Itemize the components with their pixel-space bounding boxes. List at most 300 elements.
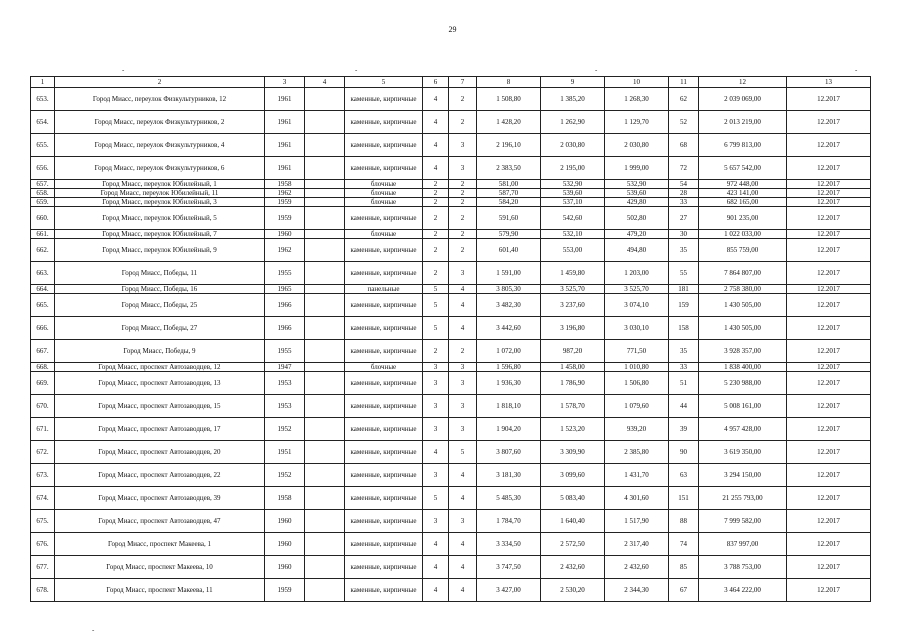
total-area-cell: 1 784,70 — [477, 510, 541, 533]
repair-date-cell: 12.2017 — [787, 230, 871, 239]
private-area-cell: 1 517,90 — [605, 510, 669, 533]
address-cell: Город Миасс, переулок Физкультурников, 2 — [55, 111, 265, 134]
table-row — [31, 533, 871, 556]
repair-date-cell: 12.2017 — [787, 363, 871, 372]
entrances-cell: 2 — [449, 198, 477, 207]
row-number: 664. — [31, 285, 55, 294]
empty-cell — [305, 180, 345, 189]
table-row — [31, 239, 871, 262]
wall-material-cell: каменные, кирпичные — [345, 464, 423, 487]
living-area-cell: 1 786,90 — [541, 372, 605, 395]
living-area-cell: 1 459,80 — [541, 262, 605, 285]
repair-date-cell: 12.2017 — [787, 239, 871, 262]
table-row — [31, 230, 871, 239]
living-area-cell: 3 099,60 — [541, 464, 605, 487]
empty-cell — [305, 285, 345, 294]
living-area-cell: 2 432,60 — [541, 556, 605, 579]
row-number: 671. — [31, 418, 55, 441]
column-header: 13 — [787, 77, 871, 88]
private-area-cell: 1 506,80 — [605, 372, 669, 395]
living-area-cell: 537,10 — [541, 198, 605, 207]
repair-date-cell: 12.2017 — [787, 441, 871, 464]
total-area-cell: 584,20 — [477, 198, 541, 207]
wall-material-cell: блочные — [345, 363, 423, 372]
entrances-cell: 5 — [449, 441, 477, 464]
total-area-cell: 1 508,80 — [477, 88, 541, 111]
entrances-cell: 2 — [449, 111, 477, 134]
private-area-cell: 3 525,70 — [605, 285, 669, 294]
empty-cell — [305, 262, 345, 285]
table-row — [31, 579, 871, 602]
year-cell: 1960 — [265, 510, 305, 533]
address-cell: Город Миасс, проспект Автозаводцев, 15 — [55, 395, 265, 418]
table-row — [31, 157, 871, 180]
column-header: 5 — [345, 77, 423, 88]
total-area-cell: 1 596,80 — [477, 363, 541, 372]
year-cell: 1966 — [265, 317, 305, 340]
column-header: 1 — [31, 77, 55, 88]
year-cell: 1966 — [265, 294, 305, 317]
entrances-cell: 2 — [449, 230, 477, 239]
row-number: 667. — [31, 340, 55, 363]
private-area-cell: 1 203,00 — [605, 262, 669, 285]
floors-cell: 4 — [423, 157, 449, 180]
floors-cell: 3 — [423, 363, 449, 372]
row-number: 663. — [31, 262, 55, 285]
private-area-cell: 2 432,60 — [605, 556, 669, 579]
private-area-cell: 2 030,80 — [605, 134, 669, 157]
cost-cell: 21 255 793,00 — [699, 487, 787, 510]
private-area-cell: 2 317,40 — [605, 533, 669, 556]
empty-cell — [305, 111, 345, 134]
total-area-cell: 1 904,20 — [477, 418, 541, 441]
floors-cell: 3 — [423, 395, 449, 418]
residents-cell: 51 — [669, 372, 699, 395]
repair-date-cell: 12.2017 — [787, 111, 871, 134]
table-row — [31, 111, 871, 134]
cost-cell: 855 759,00 — [699, 239, 787, 262]
table-row — [31, 189, 871, 198]
living-area-cell: 2 530,20 — [541, 579, 605, 602]
living-area-cell: 2 030,80 — [541, 134, 605, 157]
year-cell: 1959 — [265, 198, 305, 207]
table-row — [31, 340, 871, 363]
scan-mark: - — [595, 66, 598, 74]
wall-material-cell: каменные, кирпичные — [345, 207, 423, 230]
empty-cell — [305, 372, 345, 395]
empty-cell — [305, 533, 345, 556]
entrances-cell: 4 — [449, 533, 477, 556]
private-area-cell: 3 030,10 — [605, 317, 669, 340]
entrances-cell: 3 — [449, 262, 477, 285]
empty-cell — [305, 207, 345, 230]
living-area-cell: 539,60 — [541, 189, 605, 198]
cost-cell: 5 657 542,00 — [699, 157, 787, 180]
repair-date-cell: 12.2017 — [787, 395, 871, 418]
residents-cell: 88 — [669, 510, 699, 533]
entrances-cell: 4 — [449, 294, 477, 317]
address-cell: Город Миасс, проспект Автозаводцев, 22 — [55, 464, 265, 487]
year-cell: 1960 — [265, 533, 305, 556]
total-area-cell: 587,70 — [477, 189, 541, 198]
residents-cell: 151 — [669, 487, 699, 510]
entrances-cell: 3 — [449, 418, 477, 441]
living-area-cell: 3 237,60 — [541, 294, 605, 317]
floors-cell: 4 — [423, 556, 449, 579]
residents-cell: 44 — [669, 395, 699, 418]
residents-cell: 158 — [669, 317, 699, 340]
column-header: 2 — [55, 77, 265, 88]
row-number: 666. — [31, 317, 55, 340]
row-number: 672. — [31, 441, 55, 464]
empty-cell — [305, 198, 345, 207]
private-area-cell: 532,90 — [605, 180, 669, 189]
entrances-cell: 2 — [449, 180, 477, 189]
table-row — [31, 464, 871, 487]
empty-cell — [305, 487, 345, 510]
residents-cell: 28 — [669, 189, 699, 198]
empty-cell — [305, 340, 345, 363]
year-cell: 1955 — [265, 340, 305, 363]
cost-cell: 2 758 380,00 — [699, 285, 787, 294]
total-area-cell: 3 334,50 — [477, 533, 541, 556]
floors-cell: 4 — [423, 441, 449, 464]
address-cell: Город Миасс, проспект Макеева, 11 — [55, 579, 265, 602]
address-cell: Город Миасс, Победы, 27 — [55, 317, 265, 340]
cost-cell: 901 235,00 — [699, 207, 787, 230]
entrances-cell: 3 — [449, 363, 477, 372]
floors-cell: 2 — [423, 340, 449, 363]
living-area-cell: 3 309,90 — [541, 441, 605, 464]
wall-material-cell: каменные, кирпичные — [345, 239, 423, 262]
table-row — [31, 134, 871, 157]
wall-material-cell: блочные — [345, 180, 423, 189]
residents-cell: 90 — [669, 441, 699, 464]
repair-date-cell: 12.2017 — [787, 510, 871, 533]
total-area-cell: 3 442,60 — [477, 317, 541, 340]
entrances-cell: 4 — [449, 464, 477, 487]
floors-cell: 2 — [423, 262, 449, 285]
column-header: 6 — [423, 77, 449, 88]
total-area-cell: 3 807,60 — [477, 441, 541, 464]
wall-material-cell: каменные, кирпичные — [345, 157, 423, 180]
empty-cell — [305, 157, 345, 180]
repair-date-cell: 12.2017 — [787, 533, 871, 556]
table-row — [31, 294, 871, 317]
repair-date-cell: 12.2017 — [787, 556, 871, 579]
entrances-cell: 4 — [449, 487, 477, 510]
wall-material-cell: каменные, кирпичные — [345, 262, 423, 285]
year-cell: 1960 — [265, 556, 305, 579]
wall-material-cell: каменные, кирпичные — [345, 510, 423, 533]
living-area-cell: 532,10 — [541, 230, 605, 239]
table-row — [31, 88, 871, 111]
year-cell: 1962 — [265, 189, 305, 198]
address-cell: Город Миасс, проспект Автозаводцев, 17 — [55, 418, 265, 441]
page-number: 29 — [448, 25, 457, 34]
row-number: 665. — [31, 294, 55, 317]
living-area-cell: 542,60 — [541, 207, 605, 230]
residents-cell: 52 — [669, 111, 699, 134]
row-number: 659. — [31, 198, 55, 207]
floors-cell: 4 — [423, 88, 449, 111]
row-number: 670. — [31, 395, 55, 418]
living-area-cell: 987,20 — [541, 340, 605, 363]
living-area-cell: 1 458,00 — [541, 363, 605, 372]
private-area-cell: 3 074,10 — [605, 294, 669, 317]
floors-cell: 3 — [423, 464, 449, 487]
private-area-cell: 1 079,60 — [605, 395, 669, 418]
cost-cell: 5 008 161,00 — [699, 395, 787, 418]
cost-cell: 5 230 988,00 — [699, 372, 787, 395]
residents-cell: 159 — [669, 294, 699, 317]
residents-cell: 62 — [669, 88, 699, 111]
table-row — [31, 198, 871, 207]
year-cell: 1959 — [265, 207, 305, 230]
floors-cell: 2 — [423, 180, 449, 189]
table-row — [31, 372, 871, 395]
year-cell: 1961 — [265, 134, 305, 157]
repair-date-cell: 12.2017 — [787, 285, 871, 294]
living-area-cell: 1 578,70 — [541, 395, 605, 418]
repair-date-cell: 12.2017 — [787, 207, 871, 230]
column-header: 3 — [265, 77, 305, 88]
floors-cell: 4 — [423, 111, 449, 134]
floors-cell: 5 — [423, 487, 449, 510]
residents-cell: 55 — [669, 262, 699, 285]
floors-cell: 2 — [423, 239, 449, 262]
row-number: 662. — [31, 239, 55, 262]
residents-cell: 85 — [669, 556, 699, 579]
wall-material-cell: каменные, кирпичные — [345, 395, 423, 418]
total-area-cell: 5 485,30 — [477, 487, 541, 510]
residents-cell: 33 — [669, 363, 699, 372]
total-area-cell: 3 482,30 — [477, 294, 541, 317]
residents-cell: 33 — [669, 198, 699, 207]
address-cell: Город Миасс, Победы, 9 — [55, 340, 265, 363]
wall-material-cell: каменные, кирпичные — [345, 294, 423, 317]
wall-material-cell: каменные, кирпичные — [345, 533, 423, 556]
total-area-cell: 3 427,00 — [477, 579, 541, 602]
living-area-cell: 1 262,90 — [541, 111, 605, 134]
entrances-cell: 2 — [449, 207, 477, 230]
floors-cell: 4 — [423, 579, 449, 602]
column-header: 10 — [605, 77, 669, 88]
row-number: 661. — [31, 230, 55, 239]
floors-cell: 4 — [423, 533, 449, 556]
address-cell: Город Миасс, переулок Физкультурников, 6 — [55, 157, 265, 180]
year-cell: 1955 — [265, 262, 305, 285]
wall-material-cell: каменные, кирпичные — [345, 317, 423, 340]
total-area-cell: 1 936,30 — [477, 372, 541, 395]
year-cell: 1960 — [265, 230, 305, 239]
living-area-cell: 3 196,80 — [541, 317, 605, 340]
cost-cell: 2 013 219,00 — [699, 111, 787, 134]
floors-cell: 2 — [423, 189, 449, 198]
repair-date-cell: 12.2017 — [787, 157, 871, 180]
cost-cell: 682 165,00 — [699, 198, 787, 207]
wall-material-cell: каменные, кирпичные — [345, 111, 423, 134]
total-area-cell: 601,40 — [477, 239, 541, 262]
total-area-cell: 579,90 — [477, 230, 541, 239]
scan-mark: - — [355, 66, 358, 74]
column-header: 7 — [449, 77, 477, 88]
address-cell: Город Миасс, переулок Юбилейный, 3 — [55, 198, 265, 207]
private-area-cell: 2 344,30 — [605, 579, 669, 602]
private-area-cell: 1 010,80 — [605, 363, 669, 372]
address-cell: Город Миасс, проспект Автозаводцев, 20 — [55, 441, 265, 464]
residents-cell: 68 — [669, 134, 699, 157]
wall-material-cell: каменные, кирпичные — [345, 418, 423, 441]
entrances-cell: 2 — [449, 88, 477, 111]
year-cell: 1961 — [265, 157, 305, 180]
cost-cell: 3 928 357,00 — [699, 340, 787, 363]
wall-material-cell: каменные, кирпичные — [345, 340, 423, 363]
row-number: 655. — [31, 134, 55, 157]
total-area-cell: 1 072,00 — [477, 340, 541, 363]
empty-cell — [305, 239, 345, 262]
repair-date-cell: 12.2017 — [787, 262, 871, 285]
scan-mark: - — [855, 66, 858, 74]
entrances-cell: 4 — [449, 579, 477, 602]
entrances-cell: 3 — [449, 372, 477, 395]
entrances-cell: 4 — [449, 285, 477, 294]
entrances-cell: 2 — [449, 189, 477, 198]
private-area-cell: 2 385,80 — [605, 441, 669, 464]
cost-cell: 972 448,00 — [699, 180, 787, 189]
empty-cell — [305, 510, 345, 533]
cost-cell: 837 997,00 — [699, 533, 787, 556]
total-area-cell: 3 747,50 — [477, 556, 541, 579]
private-area-cell: 479,20 — [605, 230, 669, 239]
column-header: 4 — [305, 77, 345, 88]
wall-material-cell: каменные, кирпичные — [345, 441, 423, 464]
cost-cell: 1 838 400,00 — [699, 363, 787, 372]
table-row — [31, 262, 871, 285]
wall-material-cell: каменные, кирпичные — [345, 88, 423, 111]
repair-date-cell: 12.2017 — [787, 180, 871, 189]
empty-cell — [305, 395, 345, 418]
table-row — [31, 510, 871, 533]
address-cell: Город Миасс, переулок Юбилейный, 11 — [55, 189, 265, 198]
private-area-cell: 502,80 — [605, 207, 669, 230]
wall-material-cell: блочные — [345, 189, 423, 198]
address-cell: Город Миасс, проспект Автозаводцев, 12 — [55, 363, 265, 372]
entrances-cell: 4 — [449, 556, 477, 579]
row-number: 657. — [31, 180, 55, 189]
cost-cell: 1 430 505,00 — [699, 317, 787, 340]
address-cell: Город Миасс, Победы, 16 — [55, 285, 265, 294]
empty-cell — [305, 317, 345, 340]
year-cell: 1961 — [265, 88, 305, 111]
cost-cell: 3 619 350,00 — [699, 441, 787, 464]
living-area-cell: 2 572,50 — [541, 533, 605, 556]
private-area-cell: 494,80 — [605, 239, 669, 262]
column-header: 11 — [669, 77, 699, 88]
living-area-cell: 1 640,40 — [541, 510, 605, 533]
table-row — [31, 317, 871, 340]
wall-material-cell: панельные — [345, 285, 423, 294]
table-row — [31, 180, 871, 189]
wall-material-cell: каменные, кирпичные — [345, 556, 423, 579]
private-area-cell: 1 431,70 — [605, 464, 669, 487]
cost-cell: 6 799 813,00 — [699, 134, 787, 157]
wall-material-cell: блочные — [345, 230, 423, 239]
row-number: 654. — [31, 111, 55, 134]
entrances-cell: 3 — [449, 157, 477, 180]
living-area-cell: 1 523,20 — [541, 418, 605, 441]
private-area-cell: 4 301,60 — [605, 487, 669, 510]
private-area-cell: 939,20 — [605, 418, 669, 441]
address-cell: Город Миасс, проспект Автозаводцев, 47 — [55, 510, 265, 533]
living-area-cell: 1 385,20 — [541, 88, 605, 111]
address-cell: Город Миасс, переулок Юбилейный, 7 — [55, 230, 265, 239]
entrances-cell: 3 — [449, 395, 477, 418]
wall-material-cell: каменные, кирпичные — [345, 372, 423, 395]
year-cell: 1965 — [265, 285, 305, 294]
private-area-cell: 1 999,00 — [605, 157, 669, 180]
cost-cell: 3 464 222,00 — [699, 579, 787, 602]
cost-cell: 7 864 807,00 — [699, 262, 787, 285]
floors-cell: 2 — [423, 207, 449, 230]
cost-cell: 3 294 150,00 — [699, 464, 787, 487]
repair-date-cell: 12.2017 — [787, 294, 871, 317]
private-area-cell: 771,50 — [605, 340, 669, 363]
floors-cell: 4 — [423, 134, 449, 157]
total-area-cell: 3 181,30 — [477, 464, 541, 487]
table-row — [31, 207, 871, 230]
repair-date-cell: 12.2017 — [787, 88, 871, 111]
cost-cell: 3 788 753,00 — [699, 556, 787, 579]
scan-mark: - — [92, 626, 95, 634]
year-cell: 1961 — [265, 111, 305, 134]
total-area-cell: 2 383,50 — [477, 157, 541, 180]
row-number: 656. — [31, 157, 55, 180]
table-row — [31, 418, 871, 441]
entrances-cell: 4 — [449, 317, 477, 340]
empty-cell — [305, 88, 345, 111]
residents-cell: 30 — [669, 230, 699, 239]
row-number: 673. — [31, 464, 55, 487]
floors-cell: 5 — [423, 285, 449, 294]
row-number: 677. — [31, 556, 55, 579]
address-cell: Город Миасс, проспект Макеева, 1 — [55, 533, 265, 556]
repair-date-cell: 12.2017 — [787, 579, 871, 602]
empty-cell — [305, 579, 345, 602]
living-area-cell: 5 083,40 — [541, 487, 605, 510]
year-cell: 1962 — [265, 239, 305, 262]
living-area-cell: 553,00 — [541, 239, 605, 262]
empty-cell — [305, 230, 345, 239]
year-cell: 1952 — [265, 464, 305, 487]
residents-cell: 39 — [669, 418, 699, 441]
total-area-cell: 3 805,30 — [477, 285, 541, 294]
table-row — [31, 285, 871, 294]
empty-cell — [305, 464, 345, 487]
scan-mark: - — [122, 66, 125, 74]
wall-material-cell: каменные, кирпичные — [345, 579, 423, 602]
row-number: 653. — [31, 88, 55, 111]
year-cell: 1953 — [265, 395, 305, 418]
floors-cell: 3 — [423, 418, 449, 441]
cost-cell: 7 999 582,00 — [699, 510, 787, 533]
repair-date-cell: 12.2017 — [787, 487, 871, 510]
cost-cell: 2 039 069,00 — [699, 88, 787, 111]
address-cell: Город Миасс, Победы, 25 — [55, 294, 265, 317]
floors-cell: 2 — [423, 198, 449, 207]
private-area-cell: 539,60 — [605, 189, 669, 198]
total-area-cell: 581,00 — [477, 180, 541, 189]
